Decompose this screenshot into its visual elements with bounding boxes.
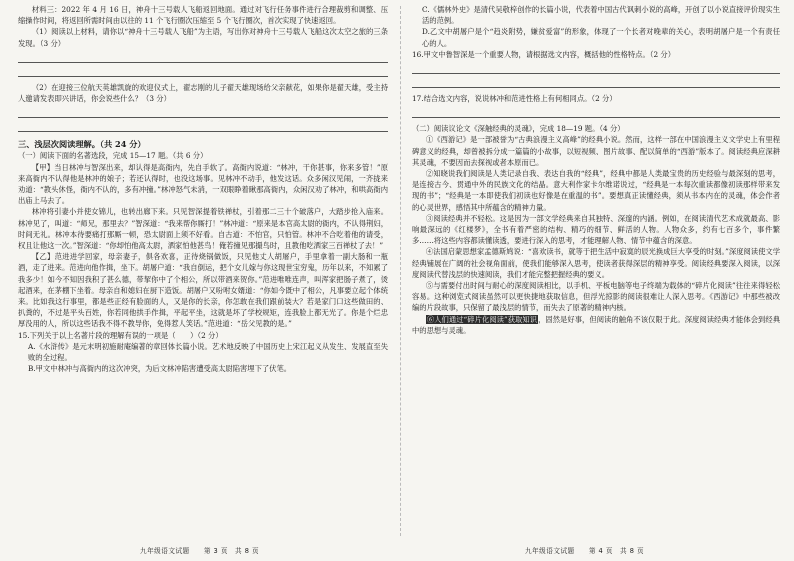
part-2-instructions: （二）阅读议论文《深触经典的灵魂》，完成 18—19 题。（4 分）: [412, 124, 625, 134]
essay-paragraph-1: ①《西游记》是一部被誉为“古典浪漫主义高峰”的经典小说。然而，这样一部在中国浪漫主义文学史上有里程碑意义的经典，却曾被拆分成一篇篇的小故事，以短视频、图片故事、配以简单的“西游”版本了。阅读经典应深耕其灵魂，不要因而去探视或者本原而已。: [412, 135, 780, 167]
essay-paragraph-6: ⑥人们通过“碎片化阅读”获取知识，固然是好事，但阅读的触角不该仅限于此。深度阅读经典才能体会到经典中的思想与灵魂。: [412, 314, 781, 335]
page-footer-left: 九年级语文试题 第 3 页 共 8 页: [140, 547, 260, 555]
essay-paragraph-4: ④法国启蒙思想家孟德斯鸠说：“喜欢读书，就等于把生活中寂寞的辰光换成巨大享受的时刻。”深度阅读使文学经典铺展在广阔的社会视角面前，使我们能够深入思考，使读者获得深层的精神享受。阅读经典要深入阅读，以深度阅读代替浅层的快速阅读，我们才能完整把握经典的要义。: [412, 247, 780, 279]
question-17: 17.结合选文内容，说说林冲和范进性格上有何相同点。（2 分）: [412, 94, 617, 104]
question-2: （2）在迎接三位航天英雄凯旋的欢迎仪式上，翟志刚的儿子翟天雄现场给父亲献花，如果你是翟天雄，受主持人邀请发表即兴讲话，你会说些什么？（3 分）: [18, 82, 388, 104]
answer-line: [18, 106, 388, 118]
essay-paragraph-3: ③阅读经典并不轻松。这是因为一部文学经典来自其独特、深邃的内涵。例如，在阅读清代艺术成就最高、影响最深远的《红楼梦》，全书有着严密的结构、精巧的细节、鲜活的人物。人物众多，约有七百多个，事件繁多……将这些内容都读懂读透，要进行深入的思考，才能理解人物、情节中蕴含的深意。: [412, 213, 780, 246]
page-footer-right: 九年级语文试题 第 4 页 共 8 页: [525, 547, 645, 555]
highlighted-phrase: ⑥人们通过“碎片化阅读”获取知识: [426, 314, 538, 324]
answer-line: [412, 106, 780, 118]
section-3-heading: 三、浅层次阅读理解。（共 24 分）: [18, 139, 146, 150]
essay-paragraph-5: ⑤与需要付出时间与耐心的深度阅读相比，以手机、平板电脑等电子终端为载体的“碎片化阅读”往往来得轻松容易。这种浏览式阅读虽然可以更快捷地获取信息，但浮光掠影的阅读很难让人深入思考。《西游记》中那些被改编的片段故事，只保留了最浅层的情节，而失去了原著的精神内核。: [412, 281, 780, 313]
question-15-option-d: D.乙文中胡屠户是个“趋炎附势，嫌贫爱富”的形象，体现了一个长者对晚辈的关心，表明胡屠户是一个有责任心的人。: [422, 27, 780, 48]
passage-jia: 【甲】当日林冲与智深出来，却认得是高衙内，先自手软了。高衙内说道：“林冲，干你甚事，你来多管！”原来高衙内不认得他是林冲的娘子；若还认得时，也没这场事。见林冲不动手，他发这话。众多闲汉见闹，一齐拢来劝道：“教头休怪，衙内不认的，多有冲撞。”林冲怒气未消，一双眼睁着瞅那高衙内，众闲汉劝了林冲，和哄高衙内出庙上马去了。: [18, 162, 388, 206]
left-page: [18, 4, 388, 374]
question-1: （1）阅读以上材料，请你以“神舟十三号载人飞船”为主语，写出你对神舟十三号载人飞船这次太空之旅的三条发现。（3 分）: [18, 27, 388, 48]
essay-paragraph-2: ②知晓说我们阅读是人类记录自我、表达自我的“经典”，经典中都是人类最宝贵的历史经验与最深刻的思考，是连接古今、贯通中外的民族文化的结晶。意大利作家卡尔维诺说过，“经典是一本每次重读都像初读那样带来发现的书”；“经典是一本即使我们初读也好像是在重温的书”。要想真正读懂经典，须从书本内在的灵魂，体会作者的心灵世界，感悟其中所蕴含的精神力量。: [412, 169, 780, 212]
page-divider: [400, 6, 401, 536]
question-15-option-a: A.《水浒传》是元末明初施耐庵编著的章回体长篇小说。艺术地反映了中国历史上宋江起义从发生、发展直至失败的全过程。: [28, 341, 388, 363]
question-16: 16.甲文中鲁智深是一个重要人物，请根据选文内容，概括他的性格特点。（2 分）: [412, 49, 676, 59]
answer-line: [18, 51, 388, 63]
passage-jia-2: 林冲将引妻小并使女锦儿，也转出廊下来。只见智深提着铁禅杖，引着那二三十个破落户，大踏步抢入庙来。林冲见了，叫道：“师兄，那里去？”智深道：“我来帮你厮打！”林冲道：“原来是本官高太尉的衙内，不认得荆妇，时间无礼。林冲本待要痛打那厮一顿，恐太尉面上须不好看。自古道：不怕官，只怕管。林冲不合吃着他的请受，权且让他这一次。”智深道：“你却怕他高太尉，洒家怕他甚鸟！俺若撞见那撮鸟时，且教他吃洒家三百禅杖了去！”: [18, 207, 388, 251]
answer-line: [18, 65, 388, 77]
right-page: [412, 4, 780, 336]
material-3: 材料三：2022 年 4 月 16 日，神舟十三号载人飞船返回地面。通过对飞行任务事件进行合理裁剪和调整、压缩操作时间，将返回所需时间由以往的 11 个飞行圈次压缩至 5 个飞行圈次，首次实现了快速返回。: [18, 5, 388, 26]
answer-line: [412, 76, 780, 88]
question-15-option-c: C.《儒林外史》是清代吴敬梓创作的长篇小说，代表着中国古代讽刺小说的高峰，开创了以小说直接评价现实生活的范例。: [422, 5, 780, 26]
passage-yi: 【乙】范进进学回家，母亲妻子，俱各欢喜，正待烧锅做饭，只见他丈人胡屠户，手里拿着一副大肠和一瓶酒，走了进来。范进向他作揖，坐下。胡屠户道：“我自倒运，把个女儿嫁与你这现世宝穷鬼，历年以来，不知累了我多少！如今不知因我积了甚么德，带挈你中了个相公，所以带酒来贺你。”范进唯唯连声，叫浑家把肠子煮了，烫起酒来，在茅棚下坐着。母亲自和媳妇在厨下造饭。胡屠户又吩咐女婿道：“你如今既中了相公，凡事要立起个体统来。比如我这行事里，都是些正经有脸面的人，又是你的长亲，你怎敢在我们跟前装大？若是家门口这些做田的、扒粪的，不过是平头百姓，你若同他拱手作揖，平起平坐，这就是坏了学校规矩，连我脸上都无光了。你是个烂忠厚没用的人，所以这些话我不得不教导你，免得惹人笑话。”范进道：“岳父见教的是。”: [18, 252, 388, 329]
answer-line: [412, 62, 780, 74]
question-15-option-b: B.甲文中林冲与高衙内的这次冲突，为后文林冲陷害遭受高太尉陷害埋下了伏笔。: [28, 364, 292, 374]
question-15: 15.下列关于以上名著片段的理解有误的一项是（ ）（2 分）: [18, 330, 223, 340]
answer-line: [18, 120, 388, 132]
part-1-instructions: （一）阅读下面的名著选段，完成 15—17 题。（共 6 分）: [18, 151, 208, 161]
